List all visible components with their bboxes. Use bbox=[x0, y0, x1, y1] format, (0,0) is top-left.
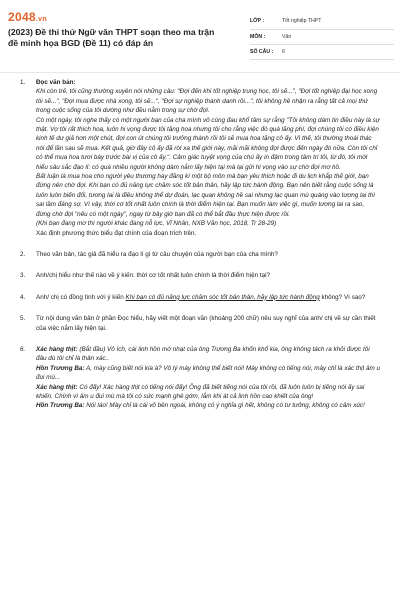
question-instruction: Xác định phương thức biểu đạt chính của đoạn trích trên. bbox=[36, 229, 197, 237]
question-2 bbox=[20, 250, 380, 259]
question-title: Đọc văn bản: bbox=[36, 79, 76, 86]
dialogue-text: A, mày cũng biết nói kia à? Vô lý mày không thể biết nói! Mày không có tiếng nói, mày chỉ là xác thịt âm u đui mù... bbox=[36, 364, 381, 382]
meta-row-subject bbox=[250, 29, 394, 44]
exam-meta-table bbox=[250, 14, 394, 60]
dialogue-line bbox=[36, 364, 380, 383]
meta-row-question-count bbox=[250, 44, 394, 59]
meta-row-class bbox=[250, 14, 394, 29]
question-text: Anh/chị hiểu như thế nào về ý kiến: thời cơ tốt nhất luôn chính là thời điểm hiện tại? bbox=[36, 272, 270, 280]
question-text bbox=[36, 293, 380, 302]
question-4 bbox=[20, 293, 380, 302]
dialogue-text: Nói láo! Mày chỉ là cái vỏ bên ngoài, không có ý nghĩa gì hết, không có tư tưởng, không có cảm xúc! bbox=[84, 402, 365, 410]
meta-value: Văn bbox=[282, 29, 394, 44]
question-number: 1. bbox=[20, 79, 26, 86]
meta-key: LỚP : bbox=[250, 14, 282, 29]
logo-suffix: .vn bbox=[35, 16, 47, 23]
question-number: 2. bbox=[20, 250, 26, 258]
question-quote: Khi bạn có đủ năng lực chăm sóc tốt bản thân, hãy lập tức hành động bbox=[125, 293, 320, 301]
question-text-before: Anh/ chị có đồng tình với ý kiến bbox=[36, 293, 126, 301]
question-6 bbox=[20, 345, 380, 411]
question-list bbox=[20, 78, 380, 411]
dialogue-text: (Bắt đầu) Vô ích, cái linh hồn mờ nhạt của ông Trương Ba khốn khổ kia, ông không tách ra khỏi được tôi đâu dù tôi chỉ là thân xác.. bbox=[36, 345, 370, 363]
page-title: (2023) Đề thi thử Ngữ văn THPT soạn theo ma trận đề minh họa BGD (Đề 11) có đáp án bbox=[8, 27, 215, 48]
dialogue-speaker: Hồn Trương Ba: bbox=[36, 364, 85, 372]
question-number: 5. bbox=[20, 315, 26, 323]
logo-text: 2048 bbox=[8, 10, 36, 24]
dialogue-line bbox=[36, 401, 380, 410]
question-3 bbox=[20, 271, 380, 280]
passage-paragraph: Bất luận là mua hoa cho người yêu thương hay đăng kí một bộ môn mà bạn yêu thích hoặc đi du lịch khắp thế giới, bạn đừng nên chờ đợi. Khi bạn có đủ năng lực chăm sóc tốt bản thân, hãy lập tức hành động. Bạn nên biết rằng cuộc sống là luôn luôn biến đổi, tương lai là điều không thể dự đoán, lạc quan không hề sai nhưng lạc quan mù quáng vào tương lai thì sai lầm đáng sợ. Vì vậy, thời cơ tốt nhất luôn chính là thời điểm hiện tại. Bạn muốn làm việc gì, muốn tương lai ra sao, đừng chờ đợi "nếu có một ngày", ngay từ bây giờ bạn đã có thể bắt đầu thực hiện được rồi. bbox=[36, 173, 376, 218]
dialogue-speaker: Xác hàng thịt: bbox=[36, 345, 78, 353]
dialogue-text: Có đấy! Xác hàng thịt có tiếng nói đấy! Ông đã biết tiếng nói của tôi rồi, đã luôn luôn bị tiếng nói ấy sai khiến. Chính vì âm u đui mù mà tôi có sức mạnh ghê gớm, lắm khi át cả linh hồn cao khiết của ông! bbox=[36, 383, 365, 400]
question-number: 4. bbox=[20, 293, 26, 301]
question-5 bbox=[20, 314, 380, 333]
dialogue-line bbox=[36, 383, 380, 402]
question-text-after: không? Vì sao? bbox=[319, 293, 366, 301]
question-number: 3. bbox=[20, 272, 26, 280]
site-logo[interactable] bbox=[8, 10, 47, 24]
passage-paragraph: Khi còn trẻ, tôi cũng thường xuyên nói những câu: "Đợi đến khi tốt nghiệp trung học, tôi sẽ...", "Đợi tốt nghiệp đại học xong tôi sẽ...", "Đợi mua được nhà xong, tôi sẽ...", "Đợi sự nghiệp thành danh rồi...", tôi không hề nhận ra rằng tất cả mọi thứ trong cuộc sống của tôi dường như đều nằm trong sự chờ đợi. bbox=[36, 88, 378, 115]
reading-passage bbox=[36, 87, 380, 238]
dialogue-line bbox=[36, 345, 380, 364]
header-divider bbox=[0, 72, 400, 73]
question-1 bbox=[20, 78, 380, 238]
meta-value: Tốt nghiệp THPT bbox=[282, 14, 394, 29]
dialogue-speaker: Xác hàng thịt: bbox=[36, 383, 78, 391]
passage-paragraph: Có một ngày, tôi nghe thấy có một người bạn của cha mình vô cùng đau khổ tâm sự rằng "Tôi không dám tin điều này là sự thật. Vợ tôi rất thích hoa, luôn hi vọng được tôi tặng hoa nhưng tôi cho rằng việc đó quá lãng phí, đợi chúng tôi có điều kiện kinh tế dư giả hơn một chút, đợi con út chúng tôi trưởng thành rồi tôi sẽ mua hoa tặng cô ấy. Vì thế, tôi thường thoái thác nói để lần sau sẽ mua. Kết quả, giờ đây cô ấy đã rời xa thế giới này, mãi mãi không đợi được đến ngày đó nữa. Còn tôi chỉ có thể mua hoa tươi bày trước bài vị của cô ấy.". Cảm giác tuyệt vọng của chú ấy in đậm trong tâm trí tôi, từ đó, tôi mới hiểu sâu sắc đạo lí: có quá nhiều người không dám nắm lấy hiện tại mà lại gửi hi vọng vào sự chờ đợi mơ hồ. bbox=[36, 116, 380, 171]
question-text: Từ nội dung văn bản ở phần Đọc hiểu, hãy viết một đoạn văn (khoảng 200 chữ) nêu suy nghĩ của anh/ chị về sự cần thiết của việc nắm lấy hiện tại. bbox=[36, 315, 376, 332]
meta-key: SỐ CÂU : bbox=[250, 44, 282, 59]
meta-key: MÔN : bbox=[250, 29, 282, 44]
passage-source: (Khi bạn đang mơ thì người khác đang nỗ lực, Vĩ Nhân, NXB Văn học, 2018, Tr 28-29) bbox=[36, 220, 277, 228]
question-number: 6. bbox=[20, 345, 26, 353]
question-text: Theo văn bản, tác giả đã hiểu ra đạo lí gì từ câu chuyện của người bạn của cha mình? bbox=[36, 250, 278, 258]
meta-value: 6 bbox=[282, 44, 394, 59]
dialogue-speaker: Hồn Trương Ba: bbox=[36, 402, 85, 410]
header bbox=[0, 0, 400, 72]
